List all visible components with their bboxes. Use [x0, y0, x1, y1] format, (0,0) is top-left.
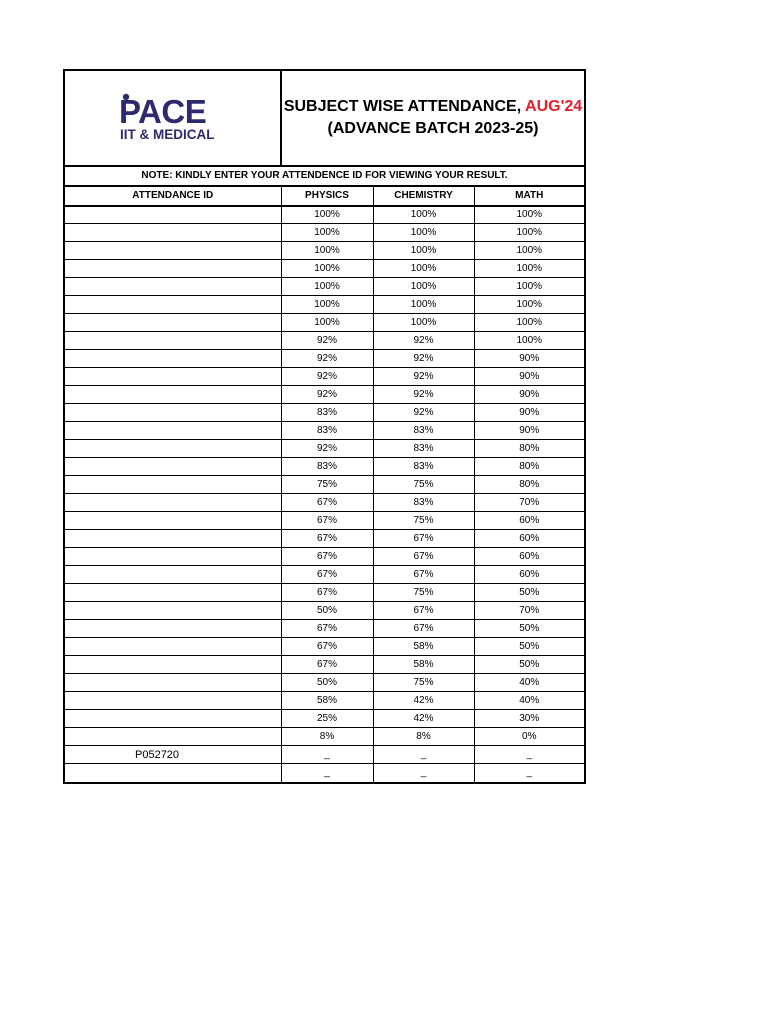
physics-cell: 67%: [281, 512, 373, 530]
table-row: [65, 656, 584, 674]
math-cell: 80%: [474, 440, 584, 458]
attendance-id-cell: [65, 728, 281, 746]
attendance-id-cell: [65, 530, 281, 548]
chemistry-cell: 75%: [373, 674, 474, 692]
chemistry-cell: 92%: [373, 368, 474, 386]
attendance-id-cell: [65, 620, 281, 638]
attendance-id-cell: [65, 692, 281, 710]
math-cell: 30%: [474, 710, 584, 728]
chemistry-cell: 67%: [373, 620, 474, 638]
attendance-id-cell: [65, 296, 281, 314]
chemistry-cell: 100%: [373, 278, 474, 296]
pace-logo: [117, 93, 229, 143]
table-row: [65, 404, 584, 422]
math-cell: 60%: [474, 566, 584, 584]
attendance-id-cell: P052720: [65, 746, 281, 764]
chemistry-cell: 8%: [373, 728, 474, 746]
attendance-id-cell: [65, 386, 281, 404]
physics-cell: _: [281, 764, 373, 782]
attendance-id-cell: [65, 206, 281, 224]
physics-cell: 100%: [281, 260, 373, 278]
math-cell: 100%: [474, 242, 584, 260]
math-cell: 100%: [474, 332, 584, 350]
chemistry-cell: 92%: [373, 404, 474, 422]
chemistry-cell: 83%: [373, 440, 474, 458]
title-cell: [282, 71, 584, 165]
attendance-id-cell: [65, 476, 281, 494]
physics-cell: 67%: [281, 620, 373, 638]
physics-cell: _: [281, 746, 373, 764]
table-row: [65, 224, 584, 242]
table-row: [65, 584, 584, 602]
table-row: [65, 368, 584, 386]
table-row: [65, 530, 584, 548]
chemistry-cell: 92%: [373, 386, 474, 404]
physics-cell: 92%: [281, 332, 373, 350]
physics-cell: 100%: [281, 314, 373, 332]
chemistry-cell: 100%: [373, 296, 474, 314]
table-row: [65, 548, 584, 566]
chemistry-cell: _: [373, 746, 474, 764]
physics-cell: 83%: [281, 404, 373, 422]
chemistry-cell: 75%: [373, 476, 474, 494]
logo-cell: [65, 71, 282, 165]
attendance-id-cell: [65, 260, 281, 278]
physics-cell: 100%: [281, 224, 373, 242]
table-row: [65, 674, 584, 692]
col-header-physics: PHYSICS: [281, 187, 373, 206]
physics-cell: 92%: [281, 440, 373, 458]
math-cell: 50%: [474, 638, 584, 656]
col-header-attendance-id: ATTENDANCE ID: [65, 187, 281, 206]
chemistry-cell: 42%: [373, 710, 474, 728]
attendance-id-cell: [65, 350, 281, 368]
physics-cell: 92%: [281, 368, 373, 386]
title-month: AUG'24: [525, 98, 583, 115]
table-body: [65, 206, 584, 782]
chemistry-cell: 42%: [373, 692, 474, 710]
math-cell: 40%: [474, 692, 584, 710]
math-cell: 50%: [474, 656, 584, 674]
table-row: [65, 386, 584, 404]
attendance-id-cell: [65, 548, 281, 566]
table-header-row: [65, 187, 584, 206]
attendance-sheet: [63, 69, 586, 784]
physics-cell: 92%: [281, 386, 373, 404]
sheet-header: [65, 71, 584, 167]
physics-cell: 83%: [281, 422, 373, 440]
table-row: [65, 278, 584, 296]
table-row: [65, 494, 584, 512]
attendance-id-cell: [65, 494, 281, 512]
math-cell: 80%: [474, 458, 584, 476]
table-row: [65, 746, 584, 764]
chemistry-cell: 100%: [373, 224, 474, 242]
attendance-id-cell: [65, 224, 281, 242]
chemistry-cell: 75%: [373, 584, 474, 602]
table-row: [65, 620, 584, 638]
attendance-id-cell: [65, 278, 281, 296]
attendance-id-cell: [65, 458, 281, 476]
math-cell: _: [474, 764, 584, 782]
col-header-chemistry: CHEMISTRY: [373, 187, 474, 206]
table-row: [65, 458, 584, 476]
math-cell: 100%: [474, 224, 584, 242]
physics-cell: 25%: [281, 710, 373, 728]
attendance-id-cell: [65, 764, 281, 782]
table-row: [65, 314, 584, 332]
attendance-id-cell: [65, 638, 281, 656]
chemistry-cell: 75%: [373, 512, 474, 530]
attendance-id-cell: [65, 674, 281, 692]
table-row: [65, 422, 584, 440]
physics-cell: 67%: [281, 530, 373, 548]
math-cell: 60%: [474, 548, 584, 566]
physics-cell: 67%: [281, 656, 373, 674]
math-cell: 60%: [474, 512, 584, 530]
attendance-id-cell: [65, 242, 281, 260]
physics-cell: 67%: [281, 494, 373, 512]
math-cell: 100%: [474, 296, 584, 314]
chemistry-cell: 83%: [373, 494, 474, 512]
attendance-id-cell: [65, 512, 281, 530]
chemistry-cell: 67%: [373, 530, 474, 548]
attendance-id-cell: [65, 566, 281, 584]
math-cell: 70%: [474, 602, 584, 620]
title-prefix: SUBJECT WISE ATTENDANCE,: [283, 98, 526, 115]
physics-cell: 92%: [281, 350, 373, 368]
table-row: [65, 260, 584, 278]
table-row: [65, 728, 584, 746]
attendance-id-cell: [65, 314, 281, 332]
table-row: [65, 602, 584, 620]
physics-cell: 100%: [281, 278, 373, 296]
physics-cell: 100%: [281, 296, 373, 314]
table-row: [65, 476, 584, 494]
chemistry-cell: 58%: [373, 656, 474, 674]
title-line-1: [284, 96, 582, 118]
attendance-id-cell: [65, 584, 281, 602]
table-row: [65, 350, 584, 368]
chemistry-cell: 83%: [373, 422, 474, 440]
math-cell: 50%: [474, 584, 584, 602]
physics-cell: 50%: [281, 602, 373, 620]
physics-cell: 67%: [281, 566, 373, 584]
note-text: NOTE: KINDLY ENTER YOUR ATTENDENCE ID FOR VIEWING YOUR RESULT.: [65, 167, 584, 186]
chemistry-cell: 67%: [373, 602, 474, 620]
math-cell: 90%: [474, 368, 584, 386]
chemistry-cell: 100%: [373, 206, 474, 224]
chemistry-cell: _: [373, 764, 474, 782]
table-row: [65, 332, 584, 350]
chemistry-cell: 67%: [373, 566, 474, 584]
attendance-table: [65, 186, 584, 782]
math-cell: 90%: [474, 422, 584, 440]
math-cell: 40%: [474, 674, 584, 692]
math-cell: 80%: [474, 476, 584, 494]
physics-cell: 83%: [281, 458, 373, 476]
attendance-id-cell: [65, 602, 281, 620]
physics-cell: 58%: [281, 692, 373, 710]
physics-cell: 67%: [281, 638, 373, 656]
table-row: [65, 512, 584, 530]
chemistry-cell: 92%: [373, 350, 474, 368]
math-cell: 60%: [474, 530, 584, 548]
math-cell: 70%: [474, 494, 584, 512]
physics-cell: 67%: [281, 548, 373, 566]
attendance-id-cell: [65, 422, 281, 440]
table-row: [65, 440, 584, 458]
chemistry-cell: 100%: [373, 314, 474, 332]
math-cell: 100%: [474, 260, 584, 278]
physics-cell: 100%: [281, 206, 373, 224]
math-cell: 0%: [474, 728, 584, 746]
table-row: [65, 692, 584, 710]
table-row: [65, 242, 584, 260]
math-cell: _: [474, 746, 584, 764]
table-row: [65, 764, 584, 782]
attendance-id-cell: [65, 404, 281, 422]
attendance-id-cell: [65, 332, 281, 350]
chemistry-cell: 100%: [373, 242, 474, 260]
attendance-id-cell: [65, 656, 281, 674]
physics-cell: 100%: [281, 242, 373, 260]
attendance-id-cell: [65, 710, 281, 728]
math-cell: 90%: [474, 386, 584, 404]
chemistry-cell: 100%: [373, 260, 474, 278]
math-cell: 100%: [474, 278, 584, 296]
attendance-id-cell: [65, 368, 281, 386]
math-cell: 90%: [474, 404, 584, 422]
col-header-math: MATH: [474, 187, 584, 206]
logo-brand-text: PACE: [118, 93, 206, 130]
physics-cell: 50%: [281, 674, 373, 692]
physics-cell: 67%: [281, 584, 373, 602]
math-cell: 50%: [474, 620, 584, 638]
title-line-2: (ADVANCE BATCH 2023-25): [327, 120, 539, 137]
attendance-id-cell: [65, 440, 281, 458]
math-cell: 90%: [474, 350, 584, 368]
chemistry-cell: 67%: [373, 548, 474, 566]
chemistry-cell: 58%: [373, 638, 474, 656]
table-row: [65, 296, 584, 314]
chemistry-cell: 83%: [373, 458, 474, 476]
math-cell: 100%: [474, 206, 584, 224]
logo-sub-text: IIT & MEDICAL: [119, 127, 214, 142]
table-row: [65, 710, 584, 728]
table-row: [65, 638, 584, 656]
table-row: [65, 566, 584, 584]
math-cell: 100%: [474, 314, 584, 332]
physics-cell: 8%: [281, 728, 373, 746]
table-row: [65, 206, 584, 224]
chemistry-cell: 92%: [373, 332, 474, 350]
physics-cell: 75%: [281, 476, 373, 494]
